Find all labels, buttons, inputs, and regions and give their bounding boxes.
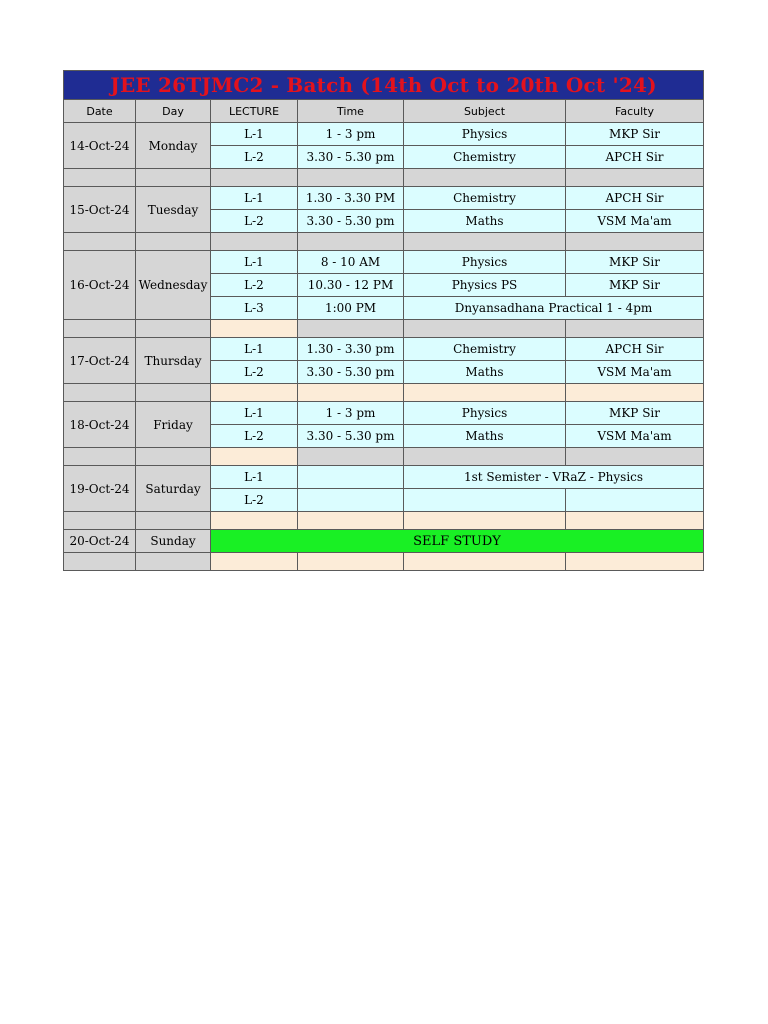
lecture-cell: L-2 — [211, 146, 298, 169]
time-cell: 1:00 PM — [298, 297, 404, 320]
time-cell: 3.30 - 5.30 pm — [298, 210, 404, 233]
subject-cell: Maths — [404, 210, 566, 233]
faculty-cell: MKP Sir — [566, 123, 704, 146]
spacer-row — [64, 553, 704, 571]
spacer-row — [64, 384, 704, 402]
faculty-cell: MKP Sir — [566, 402, 704, 425]
header-row — [64, 100, 704, 123]
lecture-cell: L-1 — [211, 251, 298, 274]
lecture-cell: L-1 — [211, 123, 298, 146]
day-cell: Monday — [136, 123, 211, 169]
time-cell: 1 - 3 pm — [298, 402, 404, 425]
time-cell: 1 - 3 pm — [298, 123, 404, 146]
date-cell: 18-Oct-24 — [64, 402, 136, 448]
lecture-cell: L-2 — [211, 489, 298, 512]
header-day: Day — [136, 100, 211, 123]
lecture-row — [64, 187, 704, 210]
lecture-cell: L-1 — [211, 187, 298, 210]
subject-cell: Physics — [404, 123, 566, 146]
faculty-cell: VSM Ma'am — [566, 425, 704, 448]
day-cell: Thursday — [136, 338, 211, 384]
lecture-cell: L-2 — [211, 210, 298, 233]
lecture-row — [64, 251, 704, 274]
faculty-cell: APCH Sir — [566, 146, 704, 169]
day-cell: Saturday — [136, 466, 211, 512]
header-lecture: LECTURE — [211, 100, 298, 123]
lecture-row — [64, 530, 704, 553]
lecture-cell: L-2 — [211, 425, 298, 448]
day-cell: Wednesday — [136, 251, 211, 320]
self-study-cell: SELF STUDY — [211, 530, 704, 553]
time-cell: 1.30 - 3.30 PM — [298, 187, 404, 210]
date-cell: 14-Oct-24 — [64, 123, 136, 169]
date-cell: 15-Oct-24 — [64, 187, 136, 233]
day-cell: Tuesday — [136, 187, 211, 233]
lecture-cell: L-1 — [211, 402, 298, 425]
day-cell: Friday — [136, 402, 211, 448]
lecture-row — [64, 123, 704, 146]
subject-cell: Maths — [404, 425, 566, 448]
lecture-cell: L-2 — [211, 361, 298, 384]
lecture-cell: L-1 — [211, 466, 298, 489]
spacer-row — [64, 320, 704, 338]
header-time: Time — [298, 100, 404, 123]
practical-note-cell: Dnyansadhana Practical 1 - 4pm — [404, 297, 704, 320]
spacer-row — [64, 169, 704, 187]
time-cell: 3.30 - 5.30 pm — [298, 361, 404, 384]
timetable — [63, 70, 704, 571]
subject-cell: Physics — [404, 402, 566, 425]
faculty-cell: VSM Ma'am — [566, 361, 704, 384]
subject-cell: Chemistry — [404, 338, 566, 361]
time-cell — [298, 466, 404, 489]
header-date: Date — [64, 100, 136, 123]
subject-cell: Physics PS — [404, 274, 566, 297]
timetable-sheet — [63, 70, 703, 571]
lecture-row — [64, 338, 704, 361]
lecture-cell: L-2 — [211, 274, 298, 297]
date-cell: 16-Oct-24 — [64, 251, 136, 320]
lecture-cell: L-1 — [211, 338, 298, 361]
time-cell: 10.30 - 12 PM — [298, 274, 404, 297]
faculty-cell: APCH Sir — [566, 338, 704, 361]
time-cell: 1.30 - 3.30 pm — [298, 338, 404, 361]
date-cell: 19-Oct-24 — [64, 466, 136, 512]
subject-cell — [404, 489, 566, 512]
lecture-row — [64, 402, 704, 425]
time-cell: 8 - 10 AM — [298, 251, 404, 274]
lecture-row — [64, 466, 704, 489]
spacer-row — [64, 448, 704, 466]
subject-cell: Chemistry — [404, 187, 566, 210]
exam-note-cell: 1st Semister - VRaZ - Physics — [404, 466, 704, 489]
subject-cell: Chemistry — [404, 146, 566, 169]
spacer-row — [64, 512, 704, 530]
header-faculty: Faculty — [566, 100, 704, 123]
faculty-cell: MKP Sir — [566, 251, 704, 274]
time-cell: 3.30 - 5.30 pm — [298, 425, 404, 448]
lecture-cell: L-3 — [211, 297, 298, 320]
faculty-cell: MKP Sir — [566, 274, 704, 297]
faculty-cell — [566, 489, 704, 512]
time-cell: 3.30 - 5.30 pm — [298, 146, 404, 169]
day-cell: Sunday — [136, 530, 211, 553]
date-cell: 17-Oct-24 — [64, 338, 136, 384]
faculty-cell: APCH Sir — [566, 187, 704, 210]
faculty-cell: VSM Ma'am — [566, 210, 704, 233]
time-cell — [298, 489, 404, 512]
date-cell: 20-Oct-24 — [64, 530, 136, 553]
subject-cell: Physics — [404, 251, 566, 274]
spacer-row — [64, 233, 704, 251]
timetable-title: JEE 26TJMC2 - Batch (14th Oct to 20th Oct '24) — [64, 71, 704, 100]
header-subject: Subject — [404, 100, 566, 123]
subject-cell: Maths — [404, 361, 566, 384]
